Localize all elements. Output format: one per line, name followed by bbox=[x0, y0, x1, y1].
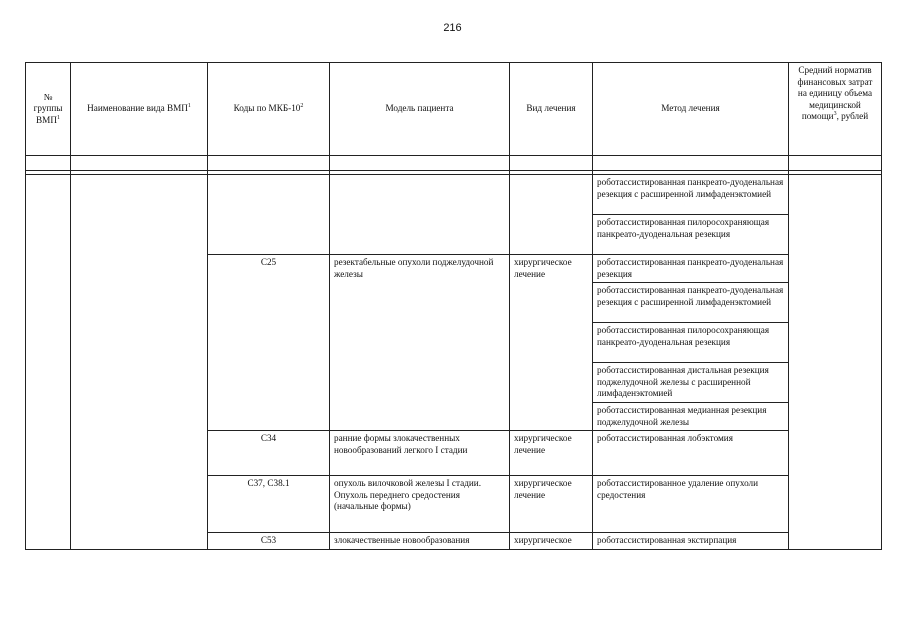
type-cell: хирургическое bbox=[510, 533, 593, 550]
method-cell: роботассистированная экстирпация bbox=[593, 533, 789, 550]
method-cell: роботассистированная панкреато-дуоденальная резекция с расширенной лимфаденэктомией bbox=[593, 283, 789, 323]
page-number: 216 bbox=[443, 22, 462, 34]
header-treatment-method: Метод лечения bbox=[593, 63, 789, 156]
type-cell: хирургическое лечение bbox=[510, 431, 593, 476]
model-cell bbox=[330, 175, 510, 255]
code-cell: C34 bbox=[208, 431, 330, 476]
model-cell: резектабельные опухоли поджелудочной железы bbox=[330, 255, 510, 431]
method-cell: роботассистированная панкреато-дуоденальная резекция с расширенной лимфаденэктомией bbox=[593, 175, 789, 215]
method-cell: роботассистированная медианная резекция поджелудочной железы bbox=[593, 403, 789, 431]
type-cell: хирургическое лечение bbox=[510, 255, 593, 431]
model-cell: ранние формы злокачественных новообразований легкого I стадии bbox=[330, 431, 510, 476]
code-cell bbox=[208, 175, 330, 255]
header-treatment-type: Вид лечения bbox=[510, 63, 593, 156]
method-cell: роботассистированная пилоросохраняющая панкреато-дуоденальная резекция bbox=[593, 215, 789, 255]
column-number-row bbox=[26, 156, 882, 171]
method-cell: роботассистированная панкреато-дуоденальная резекция bbox=[593, 255, 789, 283]
header-cost-norm: Средний норматив финансовых затрат на единицу объема медицинской помощи$^3$, рублей bbox=[789, 63, 882, 156]
vmp-name-cell bbox=[71, 175, 208, 550]
vmp-table bbox=[25, 62, 882, 550]
code-cell: C37, C38.1 bbox=[208, 476, 330, 533]
method-cell: роботассистированная лобэктомия bbox=[593, 431, 789, 476]
method-cell: роботассистированная пилоросохраняющая панкреато-дуоденальная резекция bbox=[593, 323, 789, 363]
header-vmp-name: Наименование вида ВМП$^1$ bbox=[71, 63, 208, 156]
header-group-number: № группы ВМП$^1$ bbox=[26, 63, 71, 156]
code-cell: C53 bbox=[208, 533, 330, 550]
cost-cell bbox=[789, 175, 882, 550]
type-cell: хирургическое лечение bbox=[510, 476, 593, 533]
method-cell: роботассистированная дистальная резекция поджелудочной железы с расширенной лимфаденэктомией bbox=[593, 363, 789, 403]
group-number-cell bbox=[26, 175, 71, 550]
header-patient-model: Модель пациента bbox=[330, 63, 510, 156]
method-cell: роботассистированное удаление опухоли средостения bbox=[593, 476, 789, 533]
header-mkb-codes: Коды по МКБ-$10^2$ bbox=[208, 63, 330, 156]
model-cell: опухоль вилочковой железы I стадии. Опухоль переднего средостения (начальные формы) bbox=[330, 476, 510, 533]
type-cell bbox=[510, 175, 593, 255]
model-cell: злокачественные новообразования bbox=[330, 533, 510, 550]
code-cell: C25 bbox=[208, 255, 330, 431]
table-row bbox=[26, 175, 882, 215]
header-row bbox=[26, 63, 882, 156]
